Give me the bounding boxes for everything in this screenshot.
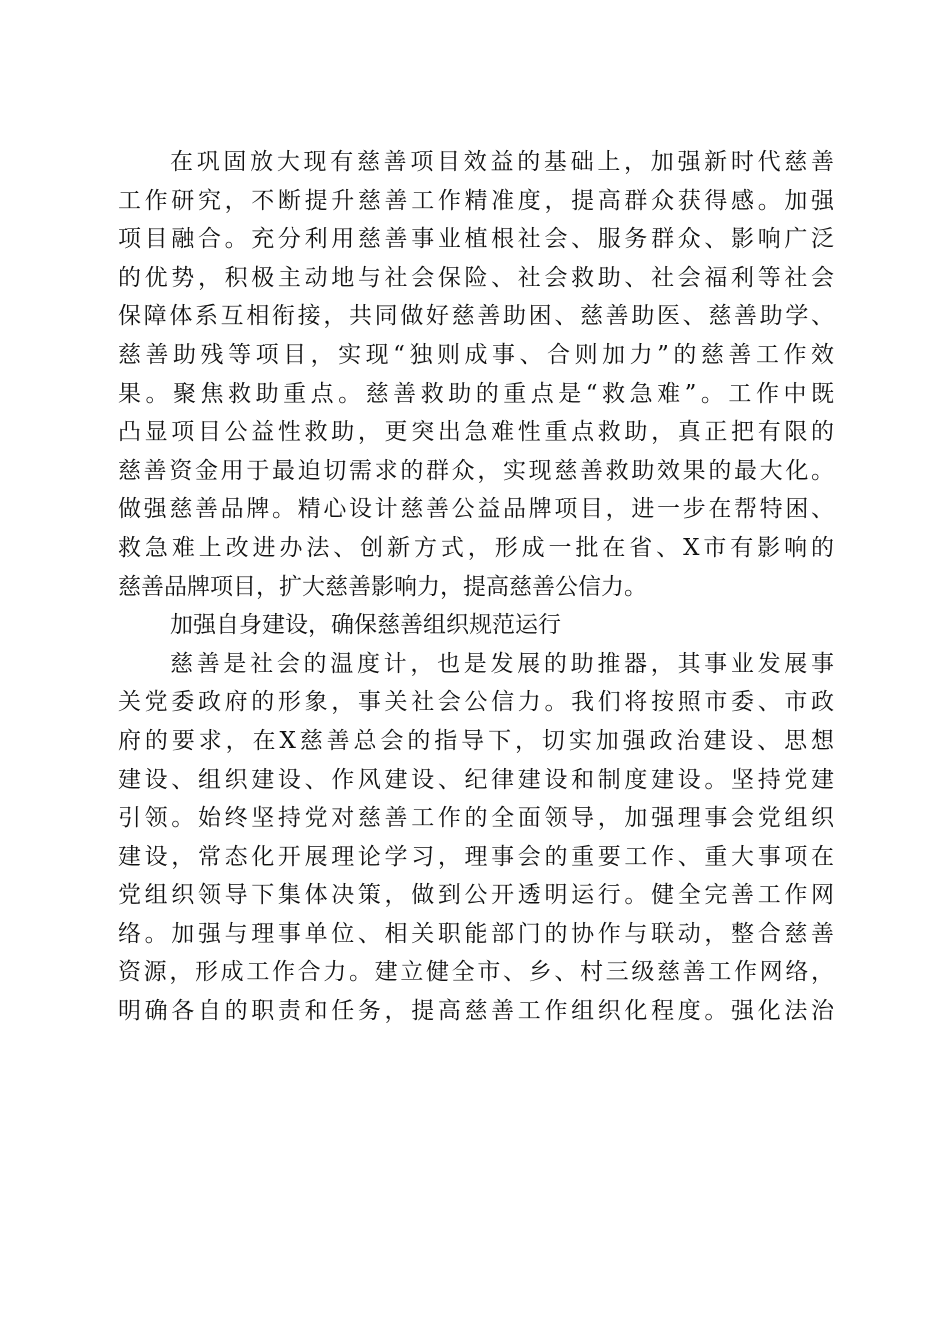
text-line: 慈善助残等项目，实现“独则成事、合则加力”的慈善工作效 — [118, 341, 834, 368]
text-line: 建设、组织建设、作风建设、纪律建设和制度建设。坚持党建 — [118, 766, 834, 793]
document-body — [118, 143, 834, 1031]
section-heading: 加强自身建设，确保慈善组织规范运行 — [170, 612, 561, 639]
text-line: 建设，常态化开展理论学习，理事会的重要工作、重大事项在 — [118, 843, 834, 870]
text-line: 的优势，积极主动地与社会保险、社会救助、社会福利等社会 — [118, 264, 834, 291]
text-line: 党组织领导下集体决策，做到公开透明运行。健全完善工作网 — [118, 882, 834, 909]
text-line: 慈善品牌项目，扩大慈善影响力，提高慈善公信力。 — [118, 573, 647, 600]
text-line: 果。聚焦救助重点。慈善救助的重点是“救急难”。工作中既 — [118, 380, 834, 407]
text-line: 引领。始终坚持党对慈善工作的全面领导，加强理事会党组织 — [118, 805, 834, 832]
text-line: 在巩固放大现有慈善项目效益的基础上，加强新时代慈善 — [170, 149, 834, 175]
text-line: 保障体系互相衔接，共同做好慈善助困、慈善助医、慈善助学、 — [118, 303, 834, 330]
text-line: 工作研究，不断提升慈善工作精准度，提高群众获得感。加强 — [118, 187, 834, 214]
text-line: 明确各自的职责和任务，提高慈善工作组织化程度。强化法治 — [118, 998, 834, 1025]
text-line: 做强慈善品牌。精心设计慈善公益品牌项目，进一步在帮特困、 — [118, 496, 834, 523]
text-line: 慈善资金用于最迫切需求的群众，实现慈善救助效果的最大化。 — [118, 457, 834, 484]
text-line: 络。加强与理事单位、相关职能部门的协作与联动，整合慈善 — [118, 920, 834, 947]
text-line: 关党委政府的形象，事关社会公信力。我们将按照市委、市政 — [118, 689, 834, 716]
text-line: 救急难上改进办法、创新方式，形成一批在省、X市有影响的 — [118, 534, 834, 561]
text-line: 资源，形成工作合力。建立健全市、乡、村三级慈善工作网络， — [118, 959, 834, 986]
text-line: 项目融合。充分利用慈善事业植根社会、服务群众、影响广泛 — [118, 226, 834, 253]
text-line: 府的要求，在X慈善总会的指导下，切实加强政治建设、思想 — [118, 727, 834, 754]
text-line: 慈善是社会的温度计，也是发展的助推器，其事业发展事 — [170, 650, 834, 677]
text-line: 凸显项目公益性救助，更突出急难性重点救助，真正把有限的 — [118, 419, 834, 446]
